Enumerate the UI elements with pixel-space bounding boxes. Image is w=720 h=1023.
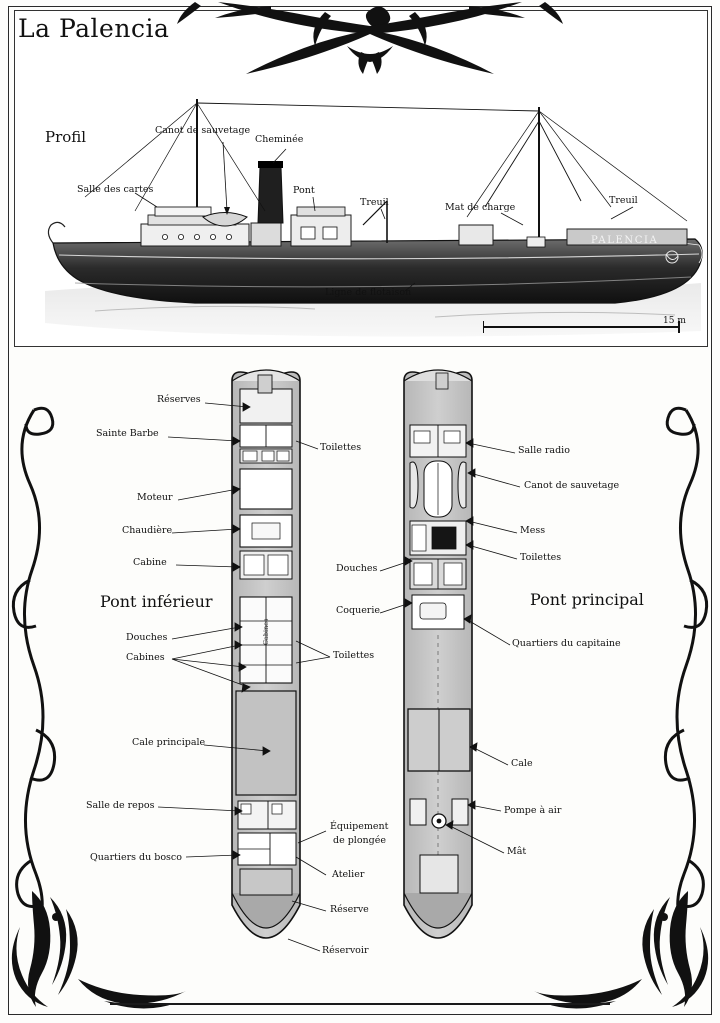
profile-label-cheminee: Cheminée (255, 134, 304, 145)
lower-deck-label-salle-de-repos: Salle de repos (86, 800, 155, 811)
lower-deck-label-cabine: Cabine (133, 557, 167, 568)
lower-deck-label-douches: Douches (126, 632, 168, 643)
main-deck-label-pompe-a-air: Pompe à air (504, 805, 562, 816)
profile-label-canot-de-sauvetage: Canot de sauvetage (155, 125, 251, 136)
lower-deck-label-cale-principale: Cale principale (132, 737, 206, 748)
lower-deck-label-moteur: Moteur (137, 492, 173, 503)
main-deck-label-mess: Mess (520, 525, 546, 536)
lower-deck-label-reserves: Réserves (157, 394, 201, 405)
main-deck-label-coquerie: Coquerie (336, 605, 381, 616)
lower-deck-label-reserve: Réserve (330, 904, 369, 915)
deck-plans-drawing (0, 345, 720, 985)
page-title: La Palencia (18, 14, 170, 43)
hull-name-text: PALENCIA (591, 235, 659, 246)
lower-deck-label-cabines: Cabines (126, 652, 165, 663)
lower-deck-label-toilettes-2: Toilettes (333, 650, 375, 661)
profile-label-treuil-arriere: Treuil (609, 195, 638, 206)
main-deck-label-douches: Douches (336, 563, 378, 574)
main-deck-label-toilettes: Toilettes (520, 552, 562, 563)
scale-bar-label: 15 m (663, 316, 686, 326)
profile-panel (14, 10, 708, 347)
main-deck-label-canot-de-sauvetage: Canot de sauvetage (524, 480, 620, 491)
profile-label-pont: Pont (293, 185, 315, 196)
lower-deck-label-chaudiere: Chaudière (122, 525, 173, 536)
main-deck-label-quartiers-du-capitaine: Quartiers du capitaine (512, 638, 621, 649)
profile-label-mat-de-charge: Mat de charge (445, 202, 516, 213)
bottom-rule (110, 1003, 610, 1005)
lower-deck-label-sainte-barbe: Sainte Barbe (96, 428, 159, 439)
lower-deck-plan (158, 370, 330, 951)
lower-deck-label-atelier: Atelier (332, 869, 365, 880)
deck-plans-panel (0, 345, 720, 985)
profile-section-label: Profil (45, 128, 87, 146)
main-deck-plan (380, 370, 520, 938)
svg-text:Cabines: Cabines (262, 618, 270, 645)
main-deck-label-salle-radio: Salle radio (518, 445, 570, 456)
lower-deck-label-quartiers-du-bosco: Quartiers du bosco (90, 852, 182, 863)
lower-deck-label-de-plongee: de plongée (333, 835, 387, 846)
lower-deck-title: Pont inférieur (100, 592, 213, 611)
profile-label-ligne-de-flotaison: Ligne de flotaison (325, 287, 412, 298)
profile-label-treuil-avant: Treuil (360, 197, 389, 208)
lower-deck-label-toilettes-1: Toilettes (320, 442, 362, 453)
lower-deck-label-equipement: Équipement (330, 821, 389, 832)
profile-label-salle-des-cartes: Salle des cartes (77, 184, 154, 195)
main-deck-label-mat: Mât (507, 846, 527, 857)
main-deck-title: Pont principal (530, 590, 644, 609)
lower-deck-label-reservoir: Réservoir (322, 945, 369, 956)
main-deck-label-cale: Cale (511, 758, 533, 769)
scale-bar (483, 318, 693, 338)
